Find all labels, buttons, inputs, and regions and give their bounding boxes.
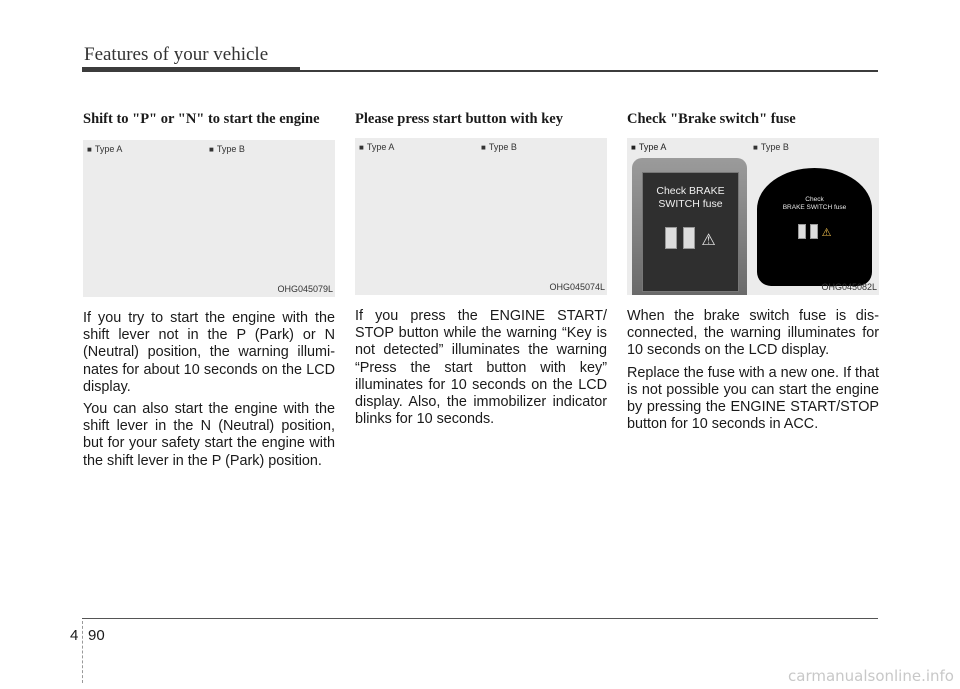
chapter-number: 4 (70, 627, 79, 644)
display-type-a (632, 158, 747, 295)
fuse-icon (810, 224, 818, 239)
footer-rule (82, 618, 878, 619)
display-b-message: Check BRAKE SWITCH fuse (782, 196, 847, 211)
display-a-screen (642, 172, 739, 292)
fuse-icon (683, 227, 695, 249)
type-a-label: ■ Type A (359, 142, 395, 152)
watermark-text: carmanualsonline.info (788, 667, 954, 685)
body-paragraph: If you press the ENGINE START/ STOP button while the warning “Key is not detected” illuminates the warning “Press the start button with key” illuminates for 10 seconds on the LCD display. Also, the immobilizer indicator blinks for 10 seconds. (355, 308, 607, 428)
section-heading: Please press start button with key (355, 111, 563, 127)
square-bullet-icon: ■ (753, 143, 758, 152)
section-shift-p-or-n (83, 111, 335, 475)
type-a-label: ■ Type A (87, 144, 123, 154)
display-a-message: Check BRAKE SWITCH fuse (656, 185, 725, 210)
body-paragraph: You can also start the engine with the shift lever in the N (Neutral) position, but for your safety start the engine with the shift lever in the P (Park) position. (83, 401, 335, 469)
warning-triangle-icon: ⚠ (701, 232, 716, 249)
figure-code: OHG045082L (821, 282, 877, 292)
warning-triangle-icon: ⚠ (821, 227, 832, 239)
footer-divider (82, 621, 83, 683)
type-b-label: ■ Type B (209, 144, 245, 154)
section-press-start-with-key (355, 111, 607, 433)
section-heading: Shift to "P" or "N" to start the engine (83, 111, 320, 127)
fuse-icon (665, 227, 677, 249)
square-bullet-icon: ■ (359, 143, 364, 152)
section-check-brake-switch-fuse (627, 111, 879, 438)
figure-panel (355, 138, 607, 295)
header-rule-thick (82, 67, 300, 72)
body-paragraph: When the brake switch fuse is disconnected, the warning illuminates for 10 seconds on the LCD display. (627, 308, 879, 359)
page-number: 90 (88, 627, 105, 644)
fuse-graphic (757, 224, 872, 239)
fuse-graphic (643, 227, 738, 249)
body-paragraph: Replace the fuse with a new one. If that is not possible you can start the engine by pressing the ENGINE START/STOP button for 10 seconds in ACC. (627, 364, 879, 433)
type-a-label: ■ Type A (631, 142, 667, 152)
section-heading: Check "Brake switch" fuse (627, 111, 796, 127)
figure-panel (83, 140, 335, 297)
figure-code: OHG045074L (549, 282, 605, 292)
figure-code: OHG045079L (277, 284, 333, 294)
square-bullet-icon: ■ (631, 143, 636, 152)
square-bullet-icon: ■ (481, 143, 486, 152)
page-header-title: Features of your vehicle (84, 44, 269, 65)
square-bullet-icon: ■ (87, 145, 92, 154)
type-b-label: ■ Type B (481, 142, 517, 152)
type-b-label: ■ Type B (753, 142, 789, 152)
body-paragraph: If you try to start the engine with the shift lever not in the P (Park) or N (Neutral) position, the warning illuminates for about 10 seconds on the LCD display. (83, 310, 335, 395)
header-rule-thin (300, 70, 878, 72)
fuse-icon (798, 224, 806, 239)
square-bullet-icon: ■ (209, 145, 214, 154)
figure-panel (627, 138, 879, 295)
display-type-b (757, 168, 872, 286)
